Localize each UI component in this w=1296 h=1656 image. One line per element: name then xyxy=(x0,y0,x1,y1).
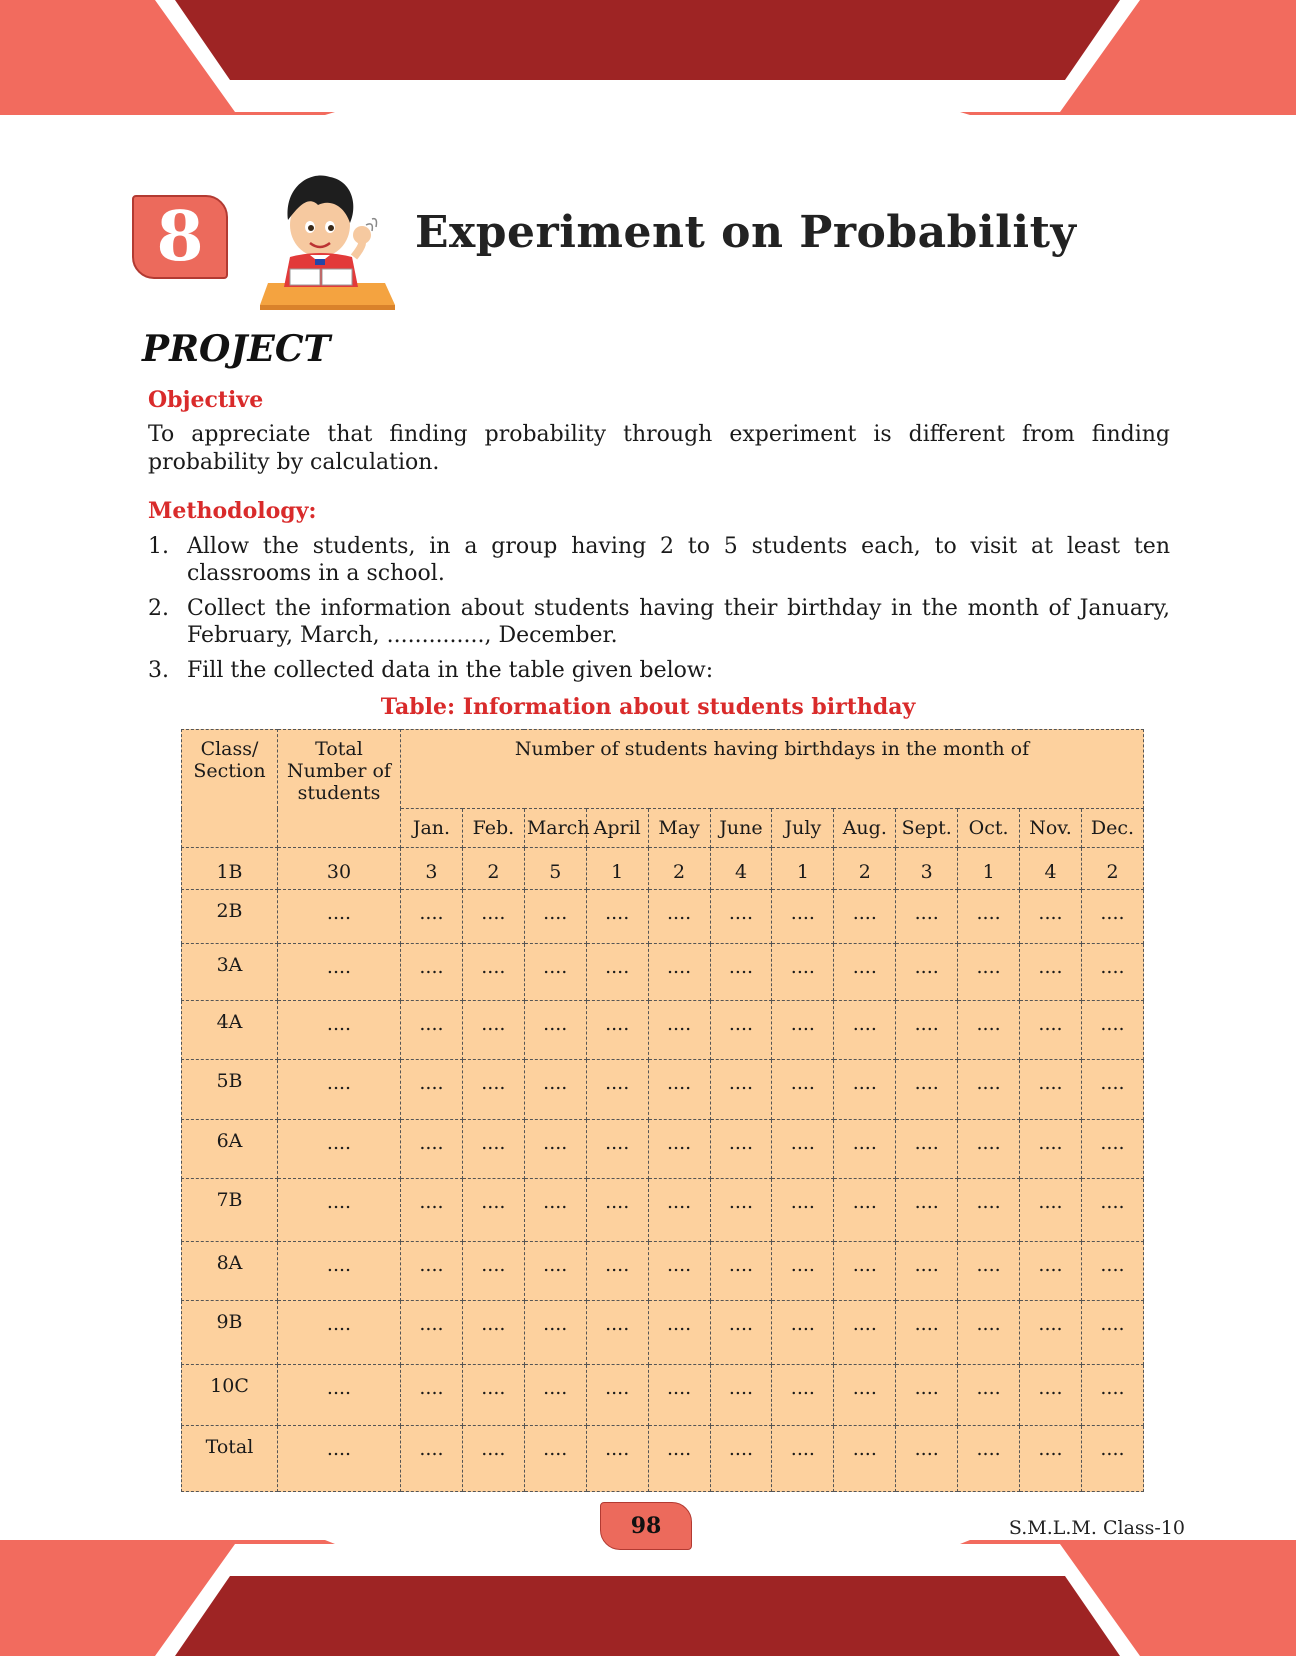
table-caption: Table: Information about students birthday xyxy=(380,694,916,720)
month-value-cell: .... xyxy=(401,1178,463,1242)
month-value-cell: .... xyxy=(958,1242,1020,1301)
month-value-cell: .... xyxy=(524,1060,586,1119)
month-header: April xyxy=(586,809,648,848)
month-value-cell: 1 xyxy=(586,848,648,890)
month-value-cell: .... xyxy=(772,1178,834,1242)
month-value-cell: .... xyxy=(710,1426,772,1492)
month-value-cell: .... xyxy=(896,889,958,944)
total-cell: .... xyxy=(278,1242,401,1301)
methodology-heading: Methodology: xyxy=(148,498,317,524)
month-value-cell: .... xyxy=(586,1001,648,1060)
methodology-steps xyxy=(148,533,1170,692)
class-cell: 8A xyxy=(182,1242,278,1301)
month-value-cell: .... xyxy=(1020,1001,1082,1060)
month-value-cell: .... xyxy=(896,1060,958,1119)
month-header: Jan. xyxy=(401,809,463,848)
month-value-cell: .... xyxy=(462,944,524,1001)
month-header: Sept. xyxy=(896,809,958,848)
month-value-cell: .... xyxy=(462,1426,524,1492)
month-value-cell: .... xyxy=(586,944,648,1001)
month-value-cell: .... xyxy=(710,1301,772,1365)
month-value-cell: .... xyxy=(896,1119,958,1178)
month-value-cell: .... xyxy=(772,889,834,944)
total-cell: .... xyxy=(278,944,401,1001)
chapter-number-badge xyxy=(132,195,228,279)
class-cell: Total xyxy=(182,1426,278,1492)
month-value-cell: .... xyxy=(1020,889,1082,944)
month-value-cell: .... xyxy=(958,889,1020,944)
month-value-cell: .... xyxy=(772,1426,834,1492)
month-value-cell: 2 xyxy=(1081,848,1143,890)
month-value-cell: .... xyxy=(710,1242,772,1301)
bottom-banner xyxy=(0,1540,1296,1656)
month-value-cell: .... xyxy=(958,1060,1020,1119)
month-value-cell: .... xyxy=(586,1426,648,1492)
methodology-step xyxy=(148,595,1170,649)
month-value-cell: .... xyxy=(524,889,586,944)
month-value-cell: .... xyxy=(834,1301,896,1365)
section-title: PROJECT xyxy=(142,328,331,370)
month-header: Aug. xyxy=(834,809,896,848)
month-value-cell: .... xyxy=(648,1001,710,1060)
total-cell: .... xyxy=(278,1426,401,1492)
month-value-cell: .... xyxy=(401,1426,463,1492)
month-value-cell: .... xyxy=(462,1178,524,1242)
total-cell: .... xyxy=(278,1301,401,1365)
month-value-cell: .... xyxy=(462,1001,524,1060)
step-number: 2. xyxy=(148,596,169,621)
month-value-cell: .... xyxy=(648,1119,710,1178)
month-value-cell: .... xyxy=(1020,1364,1082,1425)
month-value-cell: .... xyxy=(462,1364,524,1425)
month-value-cell: 1 xyxy=(958,848,1020,890)
month-value-cell: .... xyxy=(1081,1001,1143,1060)
month-header: Nov. xyxy=(1020,809,1082,848)
month-value-cell: .... xyxy=(1020,944,1082,1001)
page-title: Experiment on Probability xyxy=(415,207,1077,258)
month-value-cell: .... xyxy=(958,1178,1020,1242)
month-value-cell: .... xyxy=(896,944,958,1001)
month-value-cell: .... xyxy=(958,1119,1020,1178)
month-value-cell: .... xyxy=(586,1364,648,1425)
month-value-cell: .... xyxy=(462,1242,524,1301)
month-value-cell: .... xyxy=(834,1119,896,1178)
month-value-cell: 2 xyxy=(462,848,524,890)
month-value-cell: .... xyxy=(401,1364,463,1425)
month-value-cell: .... xyxy=(586,1178,648,1242)
month-value-cell: .... xyxy=(896,1001,958,1060)
month-value-cell: .... xyxy=(401,1001,463,1060)
total-cell: 30 xyxy=(278,848,401,890)
month-value-cell: .... xyxy=(834,1364,896,1425)
month-header: June xyxy=(710,809,772,848)
month-value-cell: .... xyxy=(834,1178,896,1242)
month-value-cell: .... xyxy=(586,1301,648,1365)
month-value-cell: .... xyxy=(834,1060,896,1119)
month-value-cell: .... xyxy=(462,1301,524,1365)
month-header: May xyxy=(648,809,710,848)
month-value-cell: .... xyxy=(1081,1178,1143,1242)
month-value-cell: .... xyxy=(710,1178,772,1242)
month-value-cell: .... xyxy=(401,1119,463,1178)
month-value-cell: .... xyxy=(524,1301,586,1365)
month-value-cell: .... xyxy=(648,1242,710,1301)
table-row xyxy=(182,1001,1144,1060)
boy-at-desk-writing-icon xyxy=(260,165,400,310)
month-value-cell: .... xyxy=(401,1242,463,1301)
table-row xyxy=(182,848,1144,890)
month-value-cell: .... xyxy=(896,1178,958,1242)
month-value-cell: .... xyxy=(648,1426,710,1492)
month-value-cell: .... xyxy=(772,1001,834,1060)
book-label: S.M.L.M. Class-10 xyxy=(1008,1517,1185,1539)
month-value-cell: .... xyxy=(648,944,710,1001)
month-value-cell: .... xyxy=(834,1242,896,1301)
month-value-cell: .... xyxy=(834,944,896,1001)
month-value-cell: .... xyxy=(834,889,896,944)
col-total-header: Total Number of students xyxy=(278,730,401,848)
month-value-cell: .... xyxy=(524,1178,586,1242)
month-value-cell: 4 xyxy=(710,848,772,890)
table-row xyxy=(182,1301,1144,1365)
month-value-cell: .... xyxy=(524,1364,586,1425)
month-value-cell: .... xyxy=(710,1060,772,1119)
month-value-cell: .... xyxy=(401,1301,463,1365)
methodology-step xyxy=(148,657,1170,684)
month-value-cell: 5 xyxy=(524,848,586,890)
month-value-cell: .... xyxy=(772,944,834,1001)
month-value-cell: .... xyxy=(586,1119,648,1178)
month-value-cell: .... xyxy=(586,889,648,944)
month-value-cell: .... xyxy=(958,1001,1020,1060)
month-value-cell: .... xyxy=(401,944,463,1001)
month-value-cell: .... xyxy=(1081,1119,1143,1178)
table-row xyxy=(182,1364,1144,1425)
class-cell: 3A xyxy=(182,944,278,1001)
month-value-cell: 4 xyxy=(1020,848,1082,890)
month-value-cell: .... xyxy=(958,1301,1020,1365)
month-value-cell: .... xyxy=(834,1001,896,1060)
class-cell: 5B xyxy=(182,1060,278,1119)
methodology-step xyxy=(148,533,1170,587)
month-value-cell: .... xyxy=(524,1242,586,1301)
month-value-cell: .... xyxy=(772,1242,834,1301)
month-value-cell: .... xyxy=(1081,1242,1143,1301)
month-value-cell: .... xyxy=(958,1426,1020,1492)
month-value-cell: .... xyxy=(958,944,1020,1001)
table-body xyxy=(182,848,1144,1492)
month-value-cell: .... xyxy=(772,1364,834,1425)
col-months-header: Number of students having birthdays in the month of xyxy=(401,730,1144,809)
month-value-cell: .... xyxy=(586,1060,648,1119)
month-value-cell: .... xyxy=(710,944,772,1001)
month-value-cell: .... xyxy=(772,1119,834,1178)
page-number: 98 xyxy=(630,1513,662,1539)
month-value-cell: .... xyxy=(896,1426,958,1492)
table-row xyxy=(182,944,1144,1001)
month-value-cell: 2 xyxy=(834,848,896,890)
class-cell: 2B xyxy=(182,889,278,944)
month-value-cell: .... xyxy=(401,889,463,944)
step-number: 1. xyxy=(148,534,169,559)
month-value-cell: .... xyxy=(462,1119,524,1178)
total-cell: .... xyxy=(278,1001,401,1060)
month-value-cell: .... xyxy=(958,1364,1020,1425)
class-cell: 4A xyxy=(182,1001,278,1060)
month-value-cell: .... xyxy=(710,1001,772,1060)
month-value-cell: .... xyxy=(1020,1178,1082,1242)
month-value-cell: .... xyxy=(1081,1060,1143,1119)
month-value-cell: .... xyxy=(586,1242,648,1301)
top-banner xyxy=(0,0,1296,115)
chapter-number: 8 xyxy=(156,197,204,277)
month-value-cell: .... xyxy=(524,1001,586,1060)
month-value-cell: 1 xyxy=(772,848,834,890)
month-value-cell: 3 xyxy=(401,848,463,890)
month-value-cell: .... xyxy=(834,1426,896,1492)
month-value-cell: .... xyxy=(648,889,710,944)
table-row xyxy=(182,1426,1144,1492)
table-row xyxy=(182,1119,1144,1178)
step-text: Fill the collected data in the table given below: xyxy=(187,658,714,683)
month-value-cell: .... xyxy=(1081,1426,1143,1492)
class-cell: 7B xyxy=(182,1178,278,1242)
step-number: 3. xyxy=(148,658,169,683)
col-class-header: Class/ Section xyxy=(182,730,278,848)
month-value-cell: .... xyxy=(524,944,586,1001)
month-value-cell: .... xyxy=(462,1060,524,1119)
total-cell: .... xyxy=(278,1060,401,1119)
month-value-cell: .... xyxy=(648,1178,710,1242)
month-header: Oct. xyxy=(958,809,1020,848)
month-value-cell: .... xyxy=(401,1060,463,1119)
month-header: Dec. xyxy=(1081,809,1143,848)
month-value-cell: .... xyxy=(1020,1060,1082,1119)
month-value-cell: 2 xyxy=(648,848,710,890)
month-header: Feb. xyxy=(462,809,524,848)
month-value-cell: .... xyxy=(1081,1364,1143,1425)
month-value-cell: .... xyxy=(1081,1301,1143,1365)
class-cell: 1B xyxy=(182,848,278,890)
month-value-cell: .... xyxy=(1081,944,1143,1001)
table-row xyxy=(182,1242,1144,1301)
table-row xyxy=(182,889,1144,944)
month-value-cell: .... xyxy=(1020,1242,1082,1301)
objective-heading: Objective xyxy=(148,387,264,413)
month-value-cell: .... xyxy=(710,889,772,944)
month-value-cell: .... xyxy=(524,1426,586,1492)
class-cell: 9B xyxy=(182,1301,278,1365)
step-text: Collect the information about students having their birthday in the month of January, February, March, .............., December. xyxy=(187,596,1170,648)
month-value-cell: .... xyxy=(462,889,524,944)
objective-text: To appreciate that finding probability through experiment is different from finding probability by calculation. xyxy=(148,422,1170,475)
month-value-cell: .... xyxy=(524,1119,586,1178)
month-value-cell: .... xyxy=(648,1364,710,1425)
table-row xyxy=(182,1060,1144,1119)
month-value-cell: .... xyxy=(648,1301,710,1365)
month-value-cell: .... xyxy=(710,1364,772,1425)
step-text: Allow the students, in a group having 2 to 5 students each, to visit at least ten classrooms in a school. xyxy=(187,534,1170,586)
class-cell: 6A xyxy=(182,1119,278,1178)
month-value-cell: .... xyxy=(772,1301,834,1365)
month-value-cell: .... xyxy=(648,1060,710,1119)
month-value-cell: 3 xyxy=(896,848,958,890)
month-value-cell: .... xyxy=(896,1364,958,1425)
total-cell: .... xyxy=(278,889,401,944)
total-cell: .... xyxy=(278,1178,401,1242)
month-value-cell: .... xyxy=(896,1242,958,1301)
table-row xyxy=(182,1178,1144,1242)
class-cell: 10C xyxy=(182,1364,278,1425)
month-value-cell: .... xyxy=(1081,889,1143,944)
total-cell: .... xyxy=(278,1119,401,1178)
month-value-cell: .... xyxy=(1020,1301,1082,1365)
month-value-cell: .... xyxy=(772,1060,834,1119)
birthday-table xyxy=(181,729,1144,1492)
total-cell: .... xyxy=(278,1364,401,1425)
month-value-cell: .... xyxy=(896,1301,958,1365)
month-header: March xyxy=(524,809,586,848)
month-value-cell: .... xyxy=(1020,1119,1082,1178)
month-value-cell: .... xyxy=(1020,1426,1082,1492)
month-value-cell: .... xyxy=(710,1119,772,1178)
month-header: July xyxy=(772,809,834,848)
